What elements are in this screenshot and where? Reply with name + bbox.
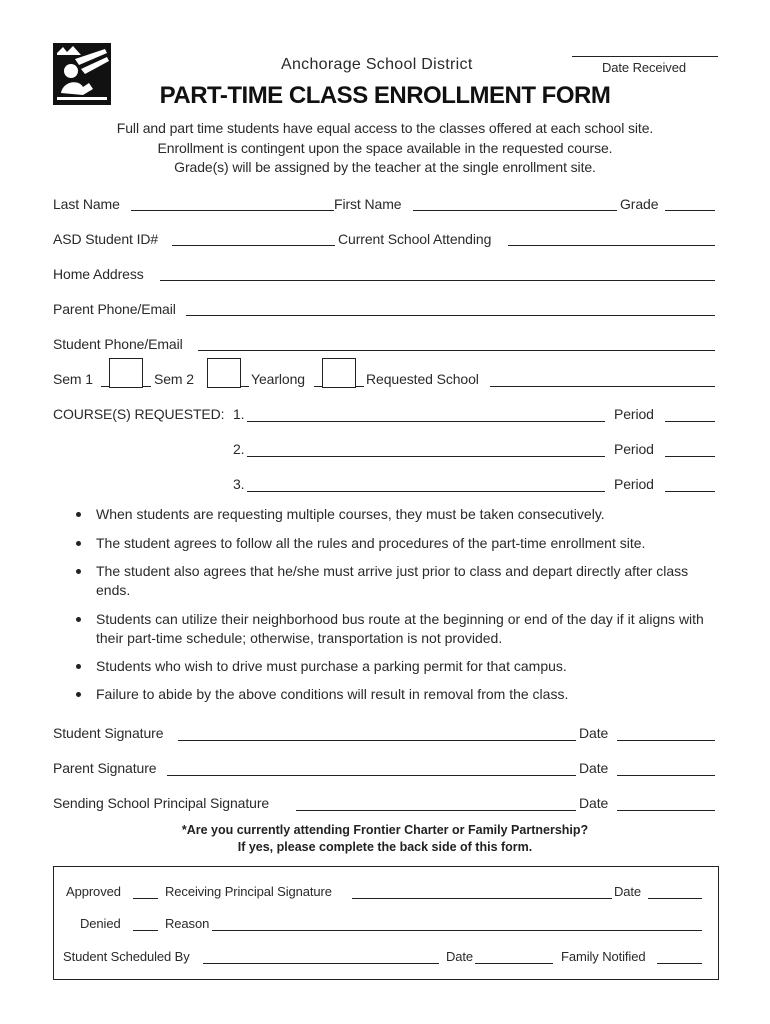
- student-phone-field[interactable]: [198, 350, 715, 351]
- current-school-field[interactable]: [508, 245, 715, 246]
- bullet-icon: [76, 541, 81, 546]
- course-number-3: 3.: [233, 476, 245, 492]
- condition-item: [96, 562, 706, 600]
- sem2-underline-right: [241, 386, 249, 387]
- approved-label: Approved: [66, 884, 121, 899]
- date-received-label: Date Received: [602, 60, 686, 75]
- parent-date-label: Date: [579, 760, 609, 776]
- requested-school-field[interactable]: [490, 386, 715, 387]
- scheduled-by-field[interactable]: [203, 963, 439, 964]
- student-signature-label: Student Signature: [53, 725, 164, 741]
- denied-field[interactable]: [133, 930, 158, 931]
- parent-phone-field[interactable]: [186, 315, 715, 316]
- condition-text: Students can utilize their neighborhood bus route at the beginning or end of the day if it aligns with their part-time schedule; otherwise, transportation is not provided.: [96, 611, 704, 646]
- principal-date-label: Date: [579, 795, 609, 811]
- reason-label: Reason: [165, 916, 210, 931]
- period-label-3: Period: [614, 476, 654, 492]
- bullet-icon: [76, 692, 81, 697]
- condition-item: [96, 505, 716, 524]
- condition-item: [96, 685, 716, 704]
- sem1-label: Sem 1: [53, 371, 93, 387]
- yearlong-underline-left: [314, 386, 322, 387]
- period-label-2: Period: [614, 441, 654, 457]
- intro-line-2: Enrollment is contingent upon the space available in the requested course.: [157, 140, 613, 156]
- date-received-line[interactable]: [572, 56, 718, 57]
- condition-item: [96, 610, 706, 648]
- sem2-label: Sem 2: [154, 371, 194, 387]
- sem1-underline-right: [143, 386, 151, 387]
- home-address-field[interactable]: [160, 280, 715, 281]
- office-date-label: Date: [614, 884, 642, 899]
- intro-line-3: Grade(s) will be assigned by the teacher at the single enrollment site.: [174, 159, 596, 175]
- receiving-principal-field[interactable]: [352, 898, 612, 899]
- requested-school-label: Requested School: [366, 371, 479, 387]
- frontier-note-line-1: *Are you currently attending Frontier Charter or Family Partnership?: [181, 823, 589, 837]
- bullet-icon: [76, 617, 81, 622]
- bullet-icon: [76, 569, 81, 574]
- family-notified-label: Family Notified: [561, 949, 646, 964]
- course-number-2: 2.: [233, 441, 245, 457]
- sem1-checkbox[interactable]: [109, 358, 143, 388]
- condition-item: [96, 534, 716, 553]
- yearlong-underline-right: [356, 386, 364, 387]
- sem2-checkbox[interactable]: [207, 358, 241, 388]
- receiving-principal-label: Receiving Principal Signature: [165, 884, 332, 899]
- bullet-icon: [76, 512, 81, 517]
- period-2-field[interactable]: [665, 456, 715, 457]
- courses-requested-label: COURSE(S) REQUESTED:: [53, 406, 225, 422]
- frontier-note-line-2: If yes, please complete the back side of this form.: [237, 840, 533, 854]
- condition-item: [96, 657, 716, 676]
- yearlong-checkbox[interactable]: [322, 358, 356, 388]
- first-name-label: First Name: [334, 196, 402, 212]
- course-2-field[interactable]: [247, 456, 605, 457]
- course-1-field[interactable]: [247, 421, 605, 422]
- last-name-label: Last Name: [53, 196, 120, 212]
- parent-signature-field[interactable]: [167, 775, 576, 776]
- period-label-1: Period: [614, 406, 654, 422]
- period-3-field[interactable]: [665, 491, 715, 492]
- principal-signature-field[interactable]: [296, 810, 576, 811]
- student-date-label: Date: [579, 725, 609, 741]
- parent-date-field[interactable]: [617, 775, 715, 776]
- reason-field[interactable]: [212, 930, 702, 931]
- parent-signature-label: Parent Signature: [53, 760, 157, 776]
- course-3-field[interactable]: [247, 491, 605, 492]
- condition-text: The student agrees to follow all the rules and procedures of the part-time enrollment site.: [96, 535, 646, 551]
- period-1-field[interactable]: [665, 421, 715, 422]
- student-signature-field[interactable]: [178, 740, 576, 741]
- sem1-underline-left: [101, 386, 109, 387]
- first-name-field[interactable]: [413, 210, 617, 211]
- condition-text: When students are requesting multiple courses, they must be taken consecutively.: [96, 506, 605, 522]
- family-notified-field[interactable]: [657, 963, 702, 964]
- student-date-field[interactable]: [617, 740, 715, 741]
- student-phone-label: Student Phone/Email: [53, 336, 183, 352]
- approved-field[interactable]: [133, 898, 158, 899]
- scheduled-by-label: Student Scheduled By: [63, 949, 190, 964]
- current-school-label: Current School Attending: [338, 231, 492, 247]
- scheduled-date-label: Date: [446, 949, 474, 964]
- form-title: PART-TIME CLASS ENROLLMENT FORM: [159, 82, 611, 109]
- district-name: Anchorage School District: [281, 56, 473, 73]
- denied-label: Denied: [80, 916, 121, 931]
- grade-field[interactable]: [665, 210, 715, 211]
- condition-text: The student also agrees that he/she must arrive just prior to class and depart directly after class ends.: [96, 563, 689, 598]
- home-address-label: Home Address: [53, 266, 144, 282]
- office-date-field[interactable]: [648, 898, 702, 899]
- last-name-field[interactable]: [131, 210, 334, 211]
- intro-line-1: Full and part time students have equal access to the classes offered at each school site.: [116, 120, 654, 136]
- principal-signature-label: Sending School Principal Signature: [53, 795, 270, 811]
- asd-id-field[interactable]: [172, 245, 335, 246]
- yearlong-label: Yearlong: [251, 371, 305, 387]
- condition-text: Failure to abide by the above conditions will result in removal from the class.: [96, 686, 569, 702]
- course-number-1: 1.: [233, 406, 245, 422]
- scheduled-date-field[interactable]: [475, 963, 553, 964]
- bullet-icon: [76, 664, 81, 669]
- grade-label: Grade: [620, 196, 659, 212]
- parent-phone-label: Parent Phone/Email: [53, 301, 176, 317]
- principal-date-field[interactable]: [617, 810, 715, 811]
- condition-text: Students who wish to drive must purchase a parking permit for that campus.: [96, 658, 567, 674]
- asd-id-label: ASD Student ID#: [53, 231, 159, 247]
